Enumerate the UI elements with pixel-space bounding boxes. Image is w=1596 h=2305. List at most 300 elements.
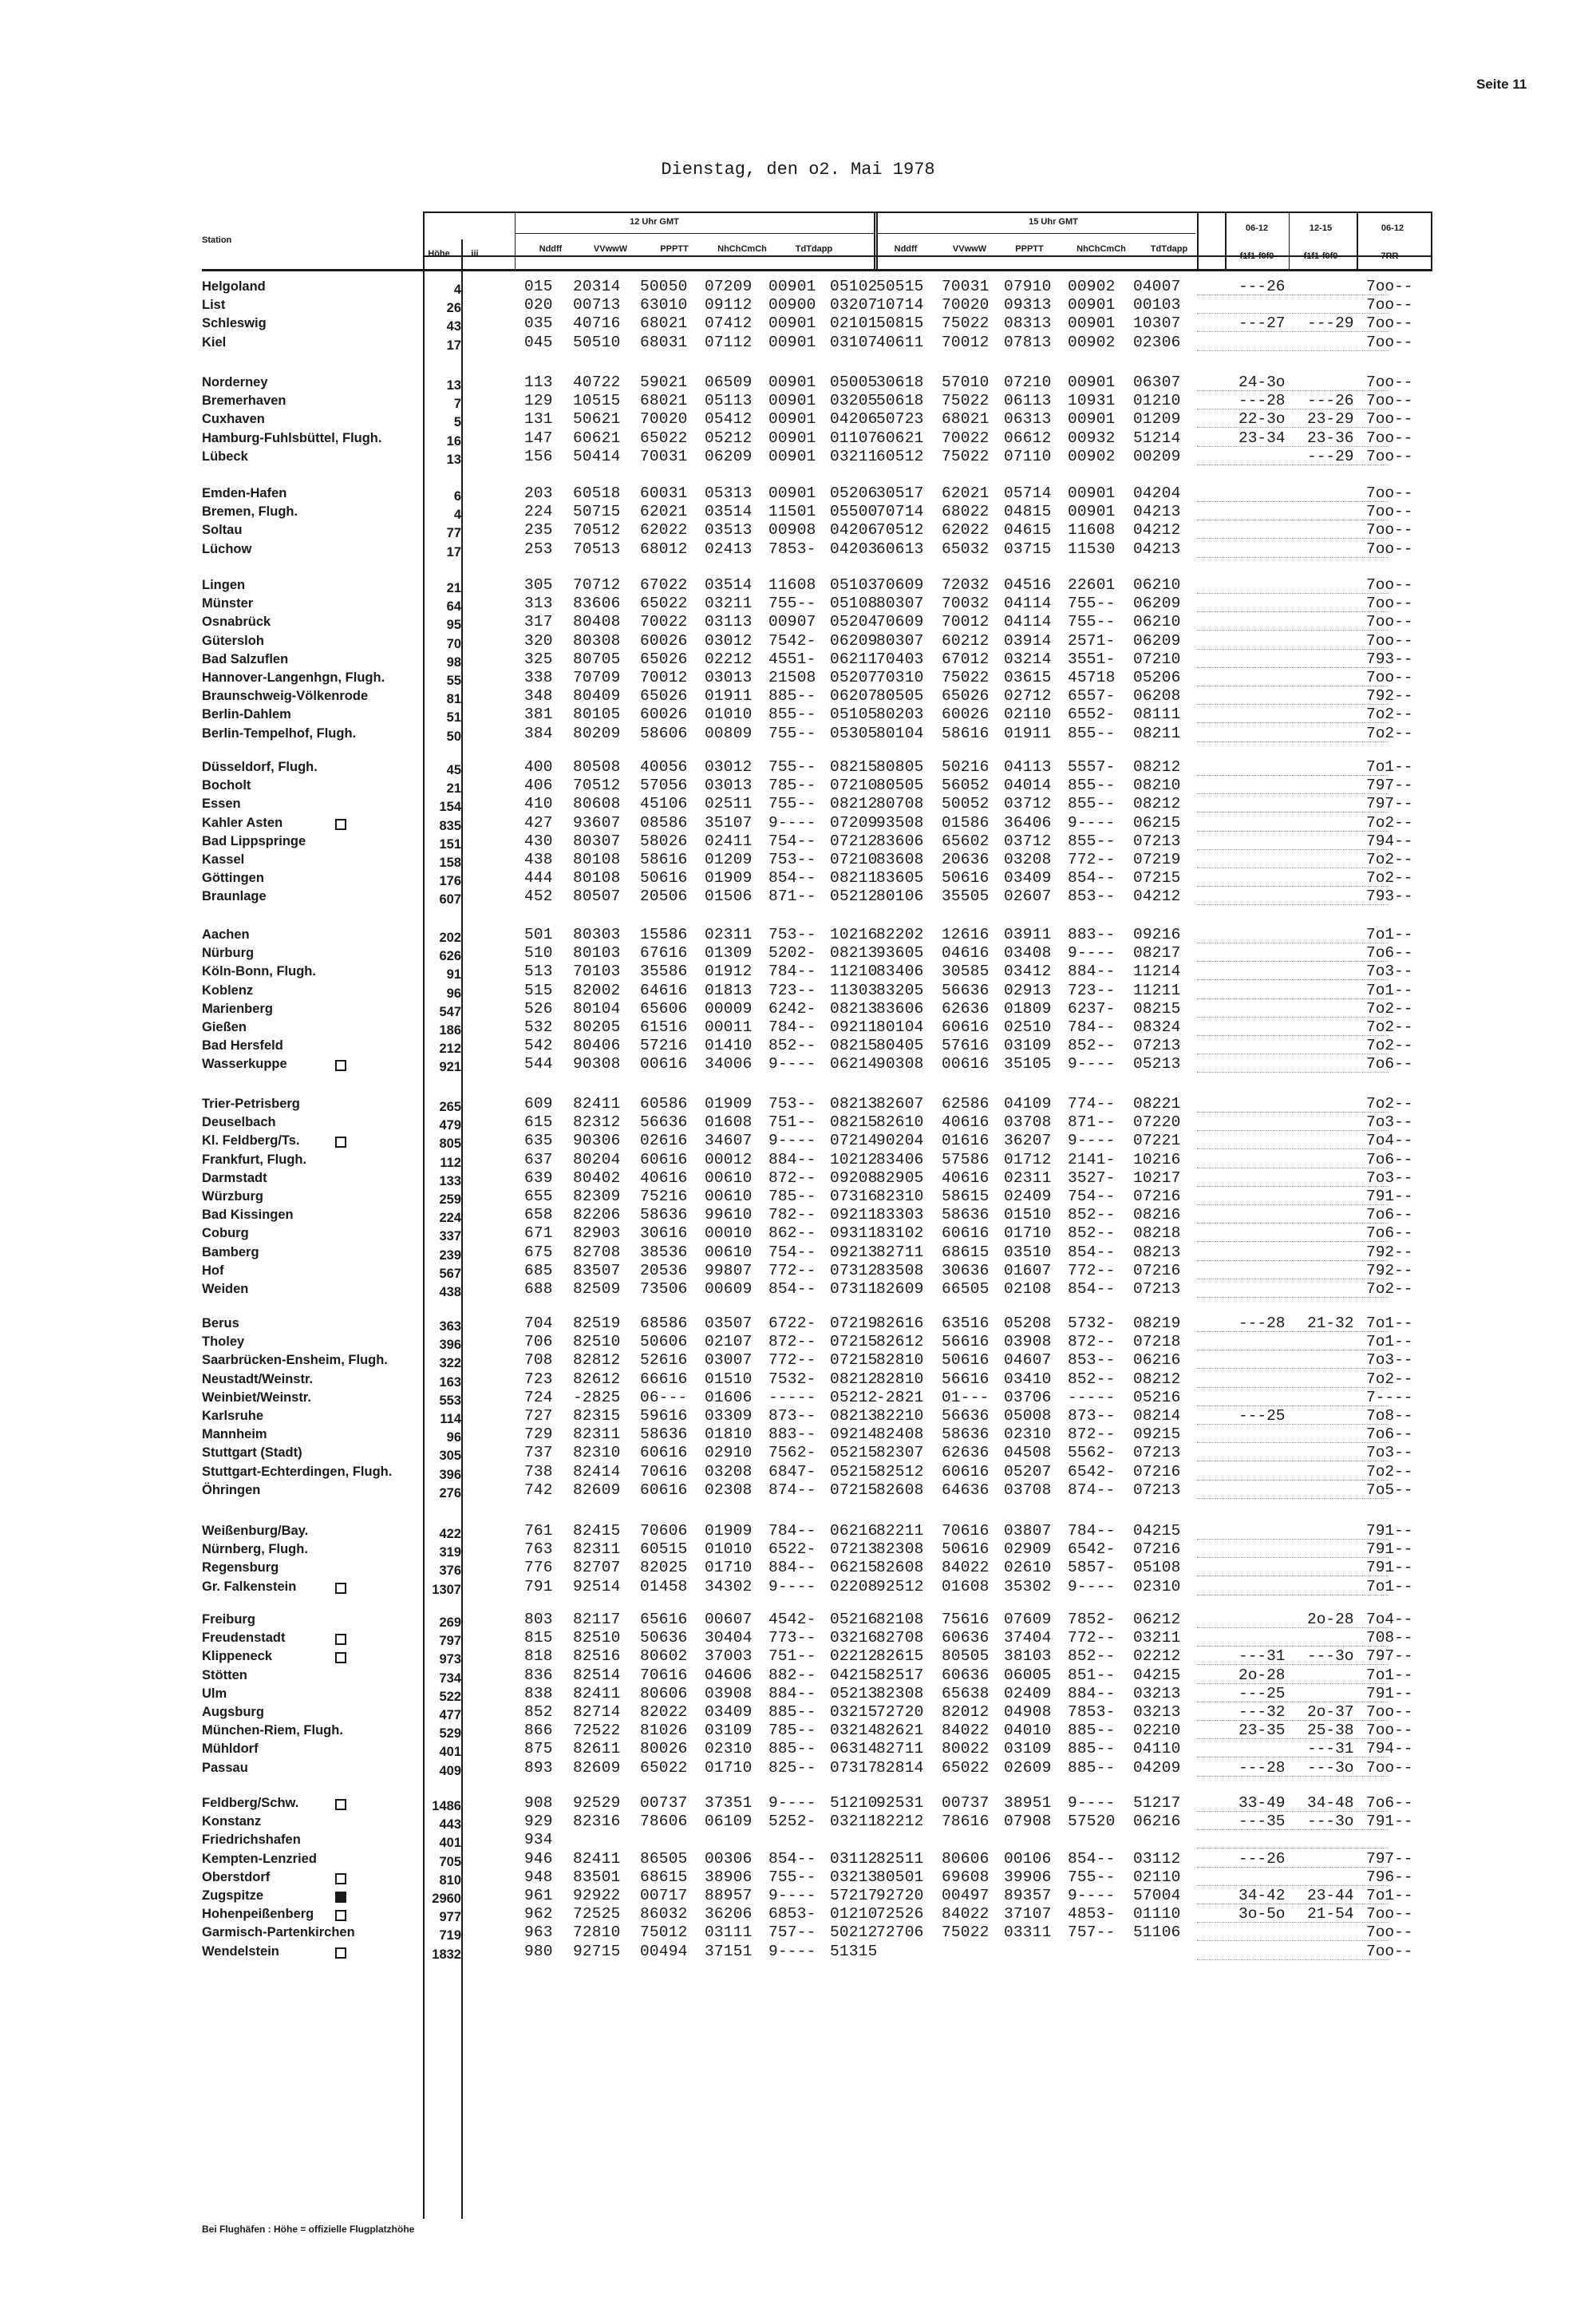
station-name: Berus (202, 1316, 239, 1330)
obs-12-cell: 36206 (705, 1905, 753, 1923)
obs-12-cell: 658 (524, 1206, 553, 1224)
station-name: Bocholt (202, 778, 251, 793)
station-name: Marienberg (202, 1001, 273, 1016)
obs-12-cell: 40716 (573, 314, 621, 333)
dotted-leader (1197, 867, 1389, 868)
station-name: Kahler Asten (202, 815, 283, 830)
obs-12-cell: 09213 (830, 1243, 878, 1261)
obs-12-cell: 7853- (768, 540, 816, 558)
obs-12-cell: 06211 (830, 650, 878, 668)
obs-12-cell: 01909 (705, 869, 753, 888)
period-cell: ---28 (1238, 392, 1286, 410)
period-cell: 7oo-- (1366, 484, 1413, 502)
obs-12-cell: 9---- (768, 1577, 816, 1595)
obs-12-cell: 6853- (768, 1905, 816, 1923)
obs-12-cell: 11501 (768, 503, 816, 521)
obs-15-cell: 00901 (1068, 296, 1116, 314)
obs-12-cell: 203 (524, 484, 553, 502)
station-altitude: 1486 (432, 1799, 461, 1813)
dotted-leader (1197, 998, 1389, 999)
period-cell: 23-36 (1307, 429, 1354, 447)
period-cell: 797-- (1366, 777, 1413, 795)
obs-15-cell: 07219 (1133, 851, 1181, 868)
obs-12-cell: 513 (524, 963, 553, 981)
period-cell: 7oo-- (1366, 410, 1413, 429)
dotted-leader (1197, 942, 1389, 943)
obs-15-cell: 07813 (1004, 333, 1052, 351)
obs-15-cell: 82711 (876, 1740, 924, 1758)
obs-15-cell: 08221 (1133, 1095, 1181, 1113)
obs-12-cell: 72525 (573, 1905, 621, 1923)
obs-15-cell: 82210 (876, 1407, 924, 1425)
obs-15-cell: 04212 (1133, 521, 1181, 540)
obs-12-cell: 50050 (640, 278, 688, 295)
obs-12-cell: 92529 (573, 1794, 621, 1812)
obs-12-cell: 723 (524, 1370, 553, 1388)
obs-15-cell: 00737 (942, 1794, 990, 1812)
obs-15-cell: 80708 (876, 795, 924, 813)
obs-12-cell: 06207 (830, 687, 878, 706)
obs-15-cell: 5732- (1068, 1315, 1116, 1332)
obs-12-cell: 57217 (830, 1887, 878, 1904)
obs-12-cell: 9---- (768, 1887, 816, 1904)
station-name: Norderney (202, 375, 268, 389)
obs-12-cell: 70020 (640, 410, 688, 429)
obs-15-cell: 82810 (876, 1370, 924, 1388)
obs-15-cell: 04616 (942, 944, 990, 963)
obs-12-cell: 80104 (573, 999, 621, 1018)
period-cell: ---32 (1238, 1703, 1286, 1721)
obs-15-cell: 06113 (1004, 392, 1052, 410)
obs-15-cell: 83606 (876, 999, 924, 1018)
station-altitude: 91 (446, 967, 461, 982)
obs-12-cell: 68021 (640, 314, 688, 333)
station-altitude: 607 (439, 892, 461, 907)
obs-12-cell: 82002 (573, 981, 621, 999)
obs-15-cell: 784-- (1068, 1018, 1116, 1036)
obs-12-cell: 20506 (640, 888, 688, 906)
period-cell: 7o6-- (1366, 1055, 1413, 1073)
station-name: Passau (202, 1760, 248, 1775)
obs-15-cell: 07218 (1133, 1333, 1181, 1351)
obs-12-cell: 66616 (640, 1370, 688, 1388)
obs-12-cell: 884-- (768, 1559, 816, 1577)
obs-12-cell: 113 (524, 374, 553, 391)
obs-12-cell: 60616 (640, 1481, 688, 1499)
obs-12-cell: 80508 (573, 758, 621, 776)
obs-12-cell: 60518 (573, 484, 621, 502)
obs-15-cell: 08212 (1133, 1370, 1181, 1388)
obs-12-cell: 70022 (640, 613, 688, 631)
dotted-leader (1197, 1034, 1389, 1036)
period-cell: 7oo-- (1366, 595, 1413, 613)
obs-12-cell: 727 (524, 1407, 553, 1425)
obs-12-cell: 50636 (640, 1629, 688, 1647)
station-name: Gütersloh (202, 633, 264, 648)
dotted-leader (1197, 979, 1389, 980)
obs-15-cell: 56616 (942, 1333, 990, 1351)
dotted-leader (1197, 500, 1389, 502)
period-cell: 7o2-- (1366, 999, 1413, 1018)
obs-12-cell: 9---- (768, 1794, 816, 1812)
obs-12-cell: 81026 (640, 1722, 688, 1740)
obs-15-cell: 723-- (1068, 981, 1116, 999)
obs-12-cell: 70012 (640, 669, 688, 686)
obs-15-cell: 5562- (1068, 1444, 1116, 1462)
obs-12-cell: 05113 (705, 392, 753, 410)
obs-15-cell: 00902 (1068, 333, 1116, 351)
station-altitude: 401 (439, 1836, 461, 1851)
obs-15-cell: 08212 (1133, 795, 1181, 813)
period-cell: 792-- (1366, 687, 1413, 706)
station-altitude: 443 (439, 1817, 461, 1833)
obs-15-cell: 6552- (1068, 706, 1116, 724)
obs-12-cell: 68021 (640, 392, 688, 410)
obs-12-cell: 635 (524, 1132, 553, 1150)
obs-15-cell: 02110 (1004, 706, 1052, 724)
obs-12-cell: 38536 (640, 1243, 688, 1261)
obs-15-cell: 10307 (1133, 314, 1181, 333)
obs-15-cell: 07910 (1004, 278, 1052, 295)
obs-15-cell: 50618 (876, 392, 924, 410)
obs-12-cell: 65022 (640, 429, 688, 447)
obs-12-cell: 65022 (640, 1758, 688, 1777)
obs-15-cell: 06612 (1004, 429, 1052, 447)
obs-12-cell: 52616 (640, 1351, 688, 1370)
station-altitude: 77 (446, 526, 461, 541)
obs-15-cell: 03109 (1004, 1740, 1052, 1758)
station-altitude: 522 (439, 1689, 461, 1704)
obs-12-cell: 75216 (640, 1188, 688, 1205)
dotted-leader (1197, 1222, 1389, 1224)
obs-12-cell: 00306 (705, 1849, 753, 1868)
dotted-leader (1197, 722, 1389, 723)
obs-15-cell: 05206 (1133, 669, 1181, 686)
obs-15-cell: 82408 (876, 1425, 924, 1444)
obs-12-cell: 05212 (830, 888, 878, 906)
obs-15-cell: 10714 (876, 296, 924, 314)
obs-12-cell: 65616 (640, 1611, 688, 1628)
obs-12-cell: 609 (524, 1095, 553, 1113)
obs-12-cell: 02212 (705, 650, 753, 668)
obs-12-cell: 02310 (705, 1740, 753, 1758)
obs-15-cell: 04209 (1133, 1758, 1181, 1777)
obs-12-cell: 03112 (830, 1849, 878, 1868)
obs-15-cell: 80022 (942, 1740, 990, 1758)
obs-12-cell: 7562- (768, 1444, 816, 1462)
obs-12-cell: 07311 (830, 1280, 878, 1298)
obs-12-cell: 06209 (830, 631, 878, 650)
obs-12-cell: 03513 (705, 521, 753, 540)
obs-12-cell: 532 (524, 1018, 553, 1036)
obs-15-cell: 70022 (942, 429, 990, 447)
station-altitude: 186 (439, 1023, 461, 1038)
obs-12-cell: 10216 (830, 926, 878, 943)
obs-12-cell: 82311 (573, 1540, 621, 1559)
obs-12-cell: 67022 (640, 576, 688, 594)
period-cell: 7o6-- (1366, 1794, 1413, 1812)
obs-15-cell: 82517 (876, 1666, 924, 1684)
obs-12-cell: 90306 (573, 1132, 621, 1150)
obs-15-cell: 03715 (1004, 540, 1052, 558)
obs-12-cell: 09211 (830, 1018, 878, 1036)
obs-12-cell: 438 (524, 851, 553, 868)
station-header: Station (202, 235, 232, 245)
obs-12-cell: 784-- (768, 963, 816, 981)
obs-12-cell: 893 (524, 1758, 553, 1777)
obs-12-cell: 00901 (768, 410, 816, 429)
obs-12-cell: 04206 (830, 521, 878, 540)
obs-15-cell: 2571- (1068, 631, 1116, 650)
obs-15-cell: 80606 (942, 1849, 990, 1868)
obs-15-cell: 10931 (1068, 392, 1116, 410)
obs-15-cell: 754-- (1068, 1188, 1116, 1205)
obs-12-cell: 80108 (573, 851, 621, 868)
obs-15-cell: 68022 (942, 503, 990, 521)
obs-15-cell: 39906 (1004, 1868, 1052, 1886)
obs-12-cell: 07210 (830, 777, 878, 795)
obs-12-cell: 706 (524, 1333, 553, 1351)
obs-15-cell: 03510 (1004, 1243, 1052, 1261)
period-cell: 7oo-- (1366, 296, 1413, 314)
obs-15-cell: 37107 (1004, 1905, 1052, 1923)
obs-12-cell: 885-- (768, 1740, 816, 1758)
obs-12-cell: 02511 (705, 795, 753, 813)
obs-12-cell: 01710 (705, 1758, 753, 1777)
station-altitude: 26 (446, 301, 461, 316)
obs-12-cell: 03309 (705, 1407, 753, 1425)
obs-15-cell: 57520 (1068, 1813, 1116, 1831)
obs-15-cell: 02913 (1004, 981, 1052, 999)
obs-12-cell: 05313 (705, 484, 753, 502)
station-altitude: 269 (439, 1615, 461, 1630)
obs-15-cell: ----- (1068, 1388, 1116, 1406)
obs-12-cell: 00809 (705, 724, 753, 742)
period-cell: 7o3-- (1366, 1113, 1413, 1132)
obs-15-cell: 75022 (942, 447, 990, 465)
period-cell: ---29 (1307, 314, 1354, 333)
col-ppptt-15: PPPTT (1015, 244, 1044, 254)
station-name: Düsseldorf, Flugh. (202, 760, 318, 774)
obs-12-cell: 80406 (573, 1037, 621, 1055)
page-number: Seite 11 (1476, 77, 1527, 92)
obs-12-cell: 82411 (573, 1849, 621, 1868)
obs-15-cell: 9---- (1068, 813, 1116, 832)
obs-15-cell: 08215 (1133, 999, 1181, 1018)
obs-12-cell: 09214 (830, 1425, 878, 1444)
obs-15-cell: 885-- (1068, 1740, 1116, 1758)
obs-12-cell: 30616 (640, 1224, 688, 1243)
obs-12-cell: 08213 (830, 1095, 878, 1113)
obs-12-cell: 80204 (573, 1150, 621, 1168)
obs-15-cell: 784-- (1068, 1522, 1116, 1540)
obs-12-cell: 82903 (573, 1224, 621, 1243)
obs-15-cell: 02212 (1133, 1647, 1181, 1666)
period-cell: ---26 (1238, 278, 1286, 295)
period-cell: 7oo-- (1366, 333, 1413, 351)
obs-15-cell: 70020 (942, 296, 990, 314)
obs-12-cell: 35586 (640, 963, 688, 981)
obs-12-cell: 06314 (830, 1740, 878, 1758)
obs-12-cell: 92715 (573, 1942, 621, 1960)
period-cell: 7o1-- (1366, 1577, 1413, 1595)
obs-12-cell: 00494 (640, 1942, 688, 1960)
obs-12-cell: 01909 (705, 1095, 753, 1113)
station-altitude: 553 (439, 1393, 461, 1408)
obs-15-cell: 82212 (876, 1813, 924, 1831)
obs-12-cell: 59021 (640, 374, 688, 391)
period-cell: 7o1-- (1366, 1315, 1413, 1332)
obs-12-cell: 80108 (573, 869, 621, 888)
station-name: Saarbrücken-Ensheim, Flugh. (202, 1353, 388, 1368)
obs-12-cell: 37351 (705, 1794, 753, 1812)
obs-12-cell: 6722- (768, 1315, 816, 1332)
obs-12-cell: 60616 (640, 1444, 688, 1462)
obs-12-cell: 80105 (573, 706, 621, 724)
obs-12-cell: 9---- (768, 1132, 816, 1150)
period-cell: 7o6-- (1366, 944, 1413, 963)
obs-15-cell: 84022 (942, 1559, 990, 1577)
obs-15-cell: 4853- (1068, 1905, 1116, 1923)
obs-12-cell: 82812 (573, 1351, 621, 1370)
obs-15-cell: 05213 (1133, 1055, 1181, 1073)
obs-15-cell: 852-- (1068, 1037, 1116, 1055)
obs-12-cell: 785-- (768, 1188, 816, 1205)
station-altitude: 422 (439, 1527, 461, 1541)
obs-12-cell: 147 (524, 429, 553, 447)
obs-12-cell: 62021 (640, 503, 688, 521)
obs-12-cell: 00737 (640, 1794, 688, 1812)
obs-12-cell: 38906 (705, 1868, 753, 1886)
obs-12-cell: 58636 (640, 1425, 688, 1444)
obs-12-cell: 03113 (705, 613, 753, 631)
obs-12-cell: 08215 (830, 1113, 878, 1132)
obs-12-cell: 57216 (640, 1037, 688, 1055)
station-name: Schleswig (202, 316, 267, 331)
obs-15-cell: 04109 (1004, 1095, 1052, 1113)
period-cell: 7o6-- (1366, 1150, 1413, 1168)
obs-12-cell: 11210 (830, 963, 878, 981)
obs-15-cell: 84022 (942, 1722, 990, 1740)
station-name: Hamburg-Fuhlsbüttel, Flugh. (202, 430, 382, 445)
obs-15-cell: 00616 (942, 1055, 990, 1073)
station-altitude: 13 (446, 452, 461, 467)
obs-15-cell: 01616 (942, 1132, 990, 1150)
obs-12-cell: 03211 (830, 1813, 878, 1831)
station-name: Tholey (202, 1334, 245, 1350)
period-cell: 7o3-- (1366, 1444, 1413, 1462)
station-altitude: 45 (446, 763, 461, 777)
station-name: Hohenpeißenberg (202, 1907, 314, 1922)
iii-header: iii (471, 249, 479, 259)
obs-15-cell: 66505 (942, 1280, 990, 1298)
obs-12-cell: 156 (524, 447, 553, 465)
obs-12-cell: 82411 (573, 1095, 621, 1113)
station-altitude: 265 (439, 1100, 461, 1114)
obs-12-cell: 01810 (705, 1425, 753, 1444)
station-name: Trier-Petrisberg (202, 1097, 300, 1111)
obs-12-cell: 07210 (830, 851, 878, 868)
obs-12-cell: 80705 (573, 650, 621, 668)
obs-15-cell: 02610 (1004, 1559, 1052, 1577)
obs-12-cell: 93607 (573, 813, 621, 832)
obs-15-cell: 50216 (942, 758, 990, 776)
gmt12-header: 12 Uhr GMT (630, 217, 679, 227)
obs-15-cell: 82108 (876, 1611, 924, 1628)
obs-15-cell: 871-- (1068, 1113, 1116, 1132)
date-heading: Dienstag, den o2. Mai 1978 (661, 160, 935, 180)
obs-12-cell: 753-- (768, 1095, 816, 1113)
station-altitude: 2960 (432, 1892, 461, 1906)
open-square-icon (335, 1873, 346, 1884)
obs-15-cell: 01712 (1004, 1150, 1052, 1168)
obs-15-cell: 60512 (876, 447, 924, 465)
obs-12-cell: 791 (524, 1577, 553, 1595)
obs-15-cell: 06209 (1133, 595, 1181, 613)
obs-15-cell: 37404 (1004, 1629, 1052, 1647)
dotted-leader (1197, 1278, 1389, 1279)
obs-12-cell: 56636 (640, 1113, 688, 1132)
obs-12-cell: 688 (524, 1280, 553, 1298)
station-name: Mühldorf (202, 1742, 259, 1757)
obs-12-cell: 05215 (830, 1462, 878, 1481)
obs-12-cell: 03514 (705, 576, 753, 594)
obs-12-cell: 03208 (705, 1462, 753, 1481)
dotted-leader (1197, 312, 1389, 314)
dotted-leader (1197, 666, 1389, 668)
obs-15-cell: 63516 (942, 1315, 990, 1332)
obs-15-cell: 08324 (1133, 1018, 1181, 1036)
obs-15-cell: 56636 (942, 981, 990, 999)
station-name: Kassel (202, 852, 245, 867)
obs-12-cell: 818 (524, 1647, 553, 1666)
obs-15-cell: 68615 (942, 1243, 990, 1261)
station-name: Gr. Falkenstein (202, 1579, 297, 1594)
obs-15-cell: 82012 (942, 1703, 990, 1721)
dotted-leader (1197, 537, 1389, 539)
obs-12-cell: 82310 (573, 1444, 621, 1462)
obs-12-cell: 07213 (830, 1540, 878, 1559)
obs-12-cell: 63010 (640, 296, 688, 314)
obs-12-cell: 035 (524, 314, 553, 333)
period-cell: 7o2-- (1366, 1018, 1413, 1036)
station-name: Darmstadt (202, 1170, 267, 1185)
obs-15-cell: 64636 (942, 1481, 990, 1499)
obs-12-cell: 5202- (768, 944, 816, 963)
dotted-leader (1197, 1204, 1389, 1205)
obs-12-cell: 872-- (768, 1333, 816, 1351)
dotted-leader (1197, 1556, 1389, 1558)
obs-15-cell: 852-- (1068, 1206, 1116, 1224)
obs-15-cell: 00932 (1068, 429, 1116, 447)
obs-15-cell: 72526 (876, 1905, 924, 1923)
period-cell: 7o3-- (1366, 1351, 1413, 1370)
obs-12-cell: 235 (524, 521, 553, 540)
obs-12-cell: 99807 (705, 1261, 753, 1279)
station-name: Helgoland (202, 279, 266, 294)
station-name: Bamberg (202, 1244, 259, 1259)
obs-12-cell: 01911 (705, 687, 753, 706)
period-cell: 7oo-- (1366, 576, 1413, 594)
obs-12-cell: 02308 (705, 1481, 753, 1499)
obs-12-cell: 729 (524, 1425, 553, 1444)
obs-15-cell: 83605 (876, 869, 924, 888)
obs-12-cell: 34006 (705, 1055, 753, 1073)
obs-15-cell: 07213 (1133, 1481, 1181, 1499)
period-cell: 7oo-- (1366, 631, 1413, 650)
obs-12-cell: 90308 (573, 1055, 621, 1073)
obs-12-cell: 07215 (830, 1333, 878, 1351)
